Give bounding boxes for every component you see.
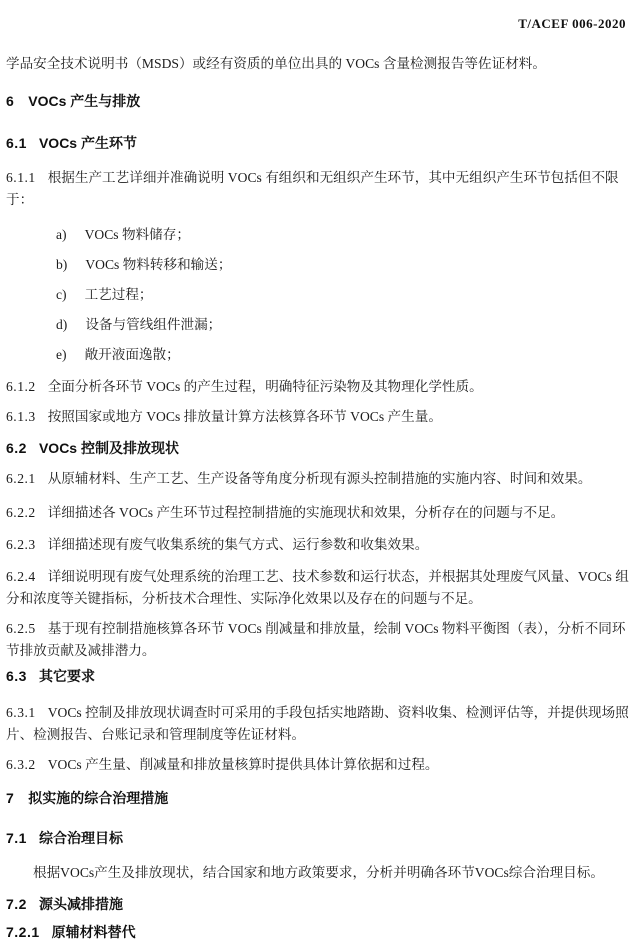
- list-item-text: VOCs 物料转移和输送；: [85, 257, 232, 272]
- clause-text: 详细说明现有废气处理系统的治理工艺、技术参数和运行状态，并根据其处理废气风量、VOCs 组分和浓度等关键指标，分析技术合理性、实际净化效果以及存在的问题与不足。: [6, 569, 629, 606]
- clause-6-2-5: [6, 618, 630, 662]
- clause-text: 详细描述各 VOCs 产生环节过程控制措施的实施现状和效果，分析存在的问题与不足。: [47, 505, 565, 520]
- list-item-e: [6, 344, 630, 366]
- section-title: VOCs 控制及排放现状: [38, 440, 179, 456]
- clause-text: 详细描述现有废气收集系统的集气方式、运行参数和收集效果。: [47, 537, 429, 552]
- section-title: 原辅材料替代: [51, 924, 136, 940]
- clause-number: 6.1.3: [6, 409, 36, 424]
- clause-number: 6.2.4: [6, 569, 36, 584]
- section-number: 7.1: [6, 830, 27, 846]
- paragraph-7-1-body: [6, 862, 630, 884]
- clause-6-1-3: [6, 406, 630, 428]
- list-marker: e): [56, 347, 67, 362]
- subsection-heading-6-2: [6, 440, 630, 456]
- list-marker: a): [56, 227, 67, 242]
- subsection-heading-7-2-1: [6, 924, 630, 940]
- list-marker: c): [56, 287, 67, 302]
- clause-text: 全面分析各环节 VOCs 的产生过程，明确特征污染物及其物理化学性质。: [47, 379, 483, 394]
- section-number: 6.1: [6, 135, 27, 151]
- section-number: 6.3: [6, 668, 27, 684]
- list-item-d: [6, 314, 630, 336]
- list-item-text: 敞开液面逸散；: [84, 347, 180, 362]
- section-title: 源头减排措施: [38, 896, 123, 912]
- clause-6-2-4: [6, 566, 630, 610]
- clause-text: 基于现有控制措施核算各环节 VOCs 削减量和排放量，绘制 VOCs 物料平衡图（表），分析不同环节排放贡献及减排潜力。: [6, 621, 626, 658]
- clause-text: 按照国家或地方 VOCs 排放量计算方法核算各环节 VOCs 产生量。: [47, 409, 442, 424]
- clause-text: VOCs 产生量、削减量和排放量核算时提供具体计算依据和过程。: [47, 757, 439, 772]
- list-item-b: [6, 254, 630, 276]
- clause-6-1-1: [6, 167, 630, 211]
- clause-6-3-2: [6, 754, 630, 776]
- section-title: 综合治理目标: [38, 830, 123, 846]
- clause-6-1-2: [6, 376, 630, 398]
- list-item-text: VOCs 物料储存；: [84, 227, 190, 242]
- subsection-heading-6-3: [6, 668, 630, 684]
- clause-text: VOCs 控制及排放现状调查时可采用的手段包括实地踏勘、资料收集、检测评估等，并提供现场照片、检测报告、台账记录和管理制度等佐证材料。: [6, 705, 629, 742]
- section-number: 6: [6, 93, 15, 109]
- clause-6-3-1: [6, 702, 630, 746]
- section-number: 7.2: [6, 896, 27, 912]
- clause-text: 从原辅材料、生产工艺、生产设备等角度分析现有源头控制措施的实施内容、时间和效果。: [47, 471, 592, 486]
- clause-number: 6.2.2: [6, 505, 36, 520]
- subsection-heading-7-1: [6, 830, 630, 846]
- list-item-a: [6, 224, 630, 246]
- clause-number: 6.3.1: [6, 705, 36, 720]
- section-number: 7.2.1: [6, 924, 40, 940]
- subsection-heading-6-1: [6, 135, 630, 151]
- clause-number: 6.1.2: [6, 379, 36, 394]
- clause-number: 6.2.5: [6, 621, 36, 636]
- section-number: 7: [6, 790, 15, 806]
- paragraph-text: 学品安全技术说明书（MSDS）或经有资质的单位出具的 VOCs 含量检测报告等佐证材料。: [6, 56, 546, 71]
- list-marker: d): [56, 317, 68, 332]
- section-number: 6.2: [6, 440, 27, 456]
- document-number-header: T/ACEF 006-2020: [518, 16, 626, 31]
- section-heading-6: [6, 93, 630, 109]
- clause-6-2-1: [6, 468, 630, 490]
- clause-6-2-3: [6, 534, 630, 556]
- paragraph-continuation: [6, 53, 630, 75]
- clause-number: 6.3.2: [6, 757, 36, 772]
- section-heading-7: [6, 790, 630, 806]
- clause-text: 根据生产工艺详细并准确说明 VOCs 有组织和无组织产生环节，其中无组织产生环节包括但不限于：: [6, 170, 619, 207]
- section-title: 其它要求: [38, 668, 95, 684]
- section-title: VOCs 产生与排放: [28, 93, 141, 109]
- section-title: VOCs 产生环节: [38, 135, 137, 151]
- list-item-text: 工艺过程；: [84, 287, 153, 302]
- clause-number: 6.1.1: [6, 170, 36, 185]
- section-title: 拟实施的综合治理措施: [28, 790, 169, 806]
- clause-number: 6.2.1: [6, 471, 36, 486]
- list-marker: b): [56, 257, 68, 272]
- subsection-heading-7-2: [6, 896, 630, 912]
- list-item-text: 设备与管线组件泄漏；: [85, 317, 222, 332]
- paragraph-text: 根据VOCs产生及排放现状，结合国家和地方政策要求，分析并明确各环节VOCs综合治理目标。: [33, 865, 604, 880]
- clause-number: 6.2.3: [6, 537, 36, 552]
- list-item-c: [6, 284, 630, 306]
- clause-6-2-2: [6, 502, 630, 524]
